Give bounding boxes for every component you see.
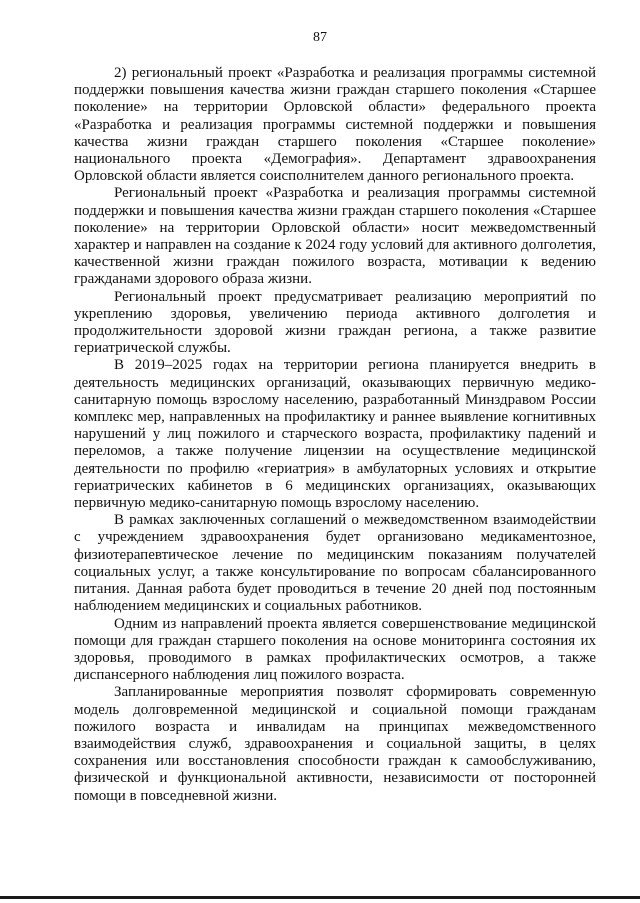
- paragraph: В 2019–2025 годах на территории региона планируется внедрить в деятельность медицинских организаций, оказывающих первичную медико-санитарную помощь взрослому населению, разработанный Минздравом России комплекс мер, направленных на профилактику и раннее выявление когнитивных нарушений у лиц пожилого и старческого возраста, профилактику падений и переломов, а также получение лицензии на осуществление медицинской деятельности по профилю «гериатрия» в амбулаторных условиях и открытие гериатрических кабинетов в 6 медицинских организациях, оказывающих первичную медико-санитарную помощь взрослому населению.: [74, 357, 596, 512]
- paragraph: В рамках заключенных соглашений о межведомственном взаимодействии с учреждением здравоохранения будет организовано медикаментозное, физиотерапевтическое лечение по медицинским показаниям получателей социальных услуг, а также консультирование по вопросам сбалансированного питания. Данная работа будет проводиться в течение 20 дней под постоянным наблюдением медицинских и социальных работников.: [74, 512, 596, 615]
- paragraph: 2) региональный проект «Разработка и реализация программы системной поддержки повышения качества жизни граждан старшего поколения «Старшее поколение» на территории Орловской области» федерального проекта «Разработка и реализация программы системной поддержки и повышения качества жизни граждан старшего поколения «Старшее поколение» национального проекта «Демография». Департамент здравоохранения Орловской области является соисполнителем данного регионального проекта.: [74, 65, 596, 185]
- paragraph: Запланированные мероприятия позволят сформировать современную модель долговременной медицинской и социальной помощи гражданам пожилого возраста и инвалидам на принципах межведомственного взаимодействия служб, здравоохранения и социальной защиты, в целях сохранения или восстановления способности граждан к самообслуживанию, физической и функциональной активности, независимости от посторонней помощи в повседневной жизни.: [74, 684, 596, 804]
- scan-edge-line: [0, 896, 640, 899]
- paragraph: Региональный проект «Разработка и реализация программы системной поддержки и повышения качества жизни граждан старшего поколения «Старшее поколение» на территории Орловской области» носит межведомственный характер и направлен на создание к 2024 году условий для активного долголетия, качественной жизни граждан пожилого возраста, мотивации к ведению гражданами здорового образа жизни.: [74, 185, 596, 288]
- page-number: 87: [313, 30, 327, 45]
- document-body: [74, 65, 596, 805]
- paragraph: Одним из направлений проекта является совершенствование медицинской помощи для граждан старшего поколения на основе мониторинга состояния их здоровья, проводимого в рамках профилактических осмотров, а также диспансерного наблюдения лиц пожилого возраста.: [74, 615, 596, 684]
- paragraph: Региональный проект предусматривает реализацию мероприятий по укреплению здоровья, увеличению периода активного долголетия и продолжительности здоровой жизни граждан региона, а также развитие гериатрической службы.: [74, 288, 596, 357]
